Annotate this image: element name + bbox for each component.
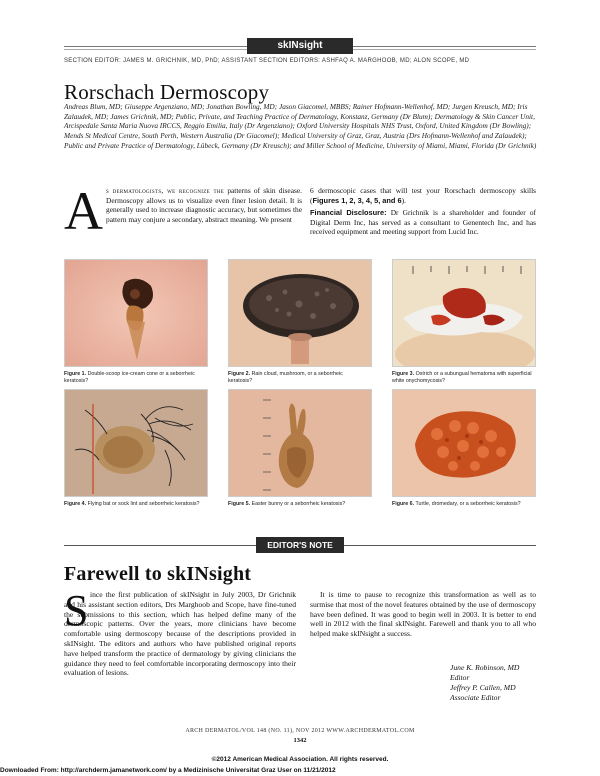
journal-citation: ARCH DERMATOL/VOL 148 (NO. 11), NOV 2012 WWW.ARCHDERMATOL.COM (185, 728, 415, 734)
figure-3-label: Figure 3. (392, 371, 415, 377)
signer-1-role: Editor (450, 673, 470, 682)
figure-3-text: Ostrich or a subungual hematoma with superficial white onychomycosis? (392, 371, 532, 384)
figure-6-caption (392, 501, 532, 508)
signer-2-name: Jeffrey P. Callen, MD (450, 683, 516, 692)
download-notice: Downloaded From: http://archderm.jamanetwork.com/ by a Medizinische Universitat Graz User on 11/21/2012 (0, 767, 336, 774)
disclosure-label: Financial Disclosure: (310, 208, 387, 218)
figure-2-label: Figure 2. (228, 371, 251, 377)
figure-1-caption (64, 371, 204, 385)
figure-4-image (64, 389, 208, 497)
figure-6-text: Turtle, dromedary, or a seborrheic keratosis? (415, 501, 521, 507)
signer-2-role: Associate Editor (450, 693, 501, 702)
farewell-title: Farewell to skINsight (64, 563, 252, 585)
figure-3-image (392, 259, 536, 367)
drop-cap: A (64, 181, 103, 241)
note-col2-text: It is time to pause to recognize this transformation as well as to surmise that most of the novel features obtained by the use of dermoscopy have been defined. It was good to begin well in 2003. It is better to end well in 2012 with the final skINsight. Farewell and thank you to all who helped make skINsight a success. (310, 590, 536, 639)
figure-5-caption (228, 501, 368, 508)
intro-col2-text-a: 6 dermoscopic cases that will test your Rorschach dermoscopy skills ( (310, 186, 536, 205)
figure-4-caption (64, 501, 204, 508)
figure-5-label: Figure 5. (228, 501, 251, 507)
figure-2-caption (228, 371, 368, 385)
figure-4-text: Flying bat or sock lint and seborrheic keratosis? (87, 501, 200, 507)
author-list: Andreas Blum, MD; Giuseppe Argenziano, MD; Jonathan Bowling, MD; Jason Giacomel, MBBS; Rainer Hofmann-Wellenhof, MD; Jurgen Kreusch, MD; Iris Zalaudek, MD; James Grichnik, MD; Public, Private, and Teaching Practice of Dermatology, Konstanz, Germany (Dr Blum); Dermatology & Skin Cancer Unit, Arcispedale Santa Maria Nuova IRCCS, Reggio Emilia, Italy (Dr Argenziano); Oxford University Hospitals NHS Trust, Oxford, United Kingdom (Dr Bowling); Mends St Medical Centre, South Perth, Western Australia (Dr Giacomel); Medical University of Graz, Graz, Austria (Drs Hofmann-Wellenhof and Zalaudek); Public and Private Practice of Dermatology, Lübeck, Germany (Dr Kreusch); and Miller School of Medicine, University of Miami, Miami, Florida (Dr Grichnik) (64, 102, 537, 150)
disclosure-text: Dr Grichnik is a shareholder and founder of Digital Derm Inc, has served as a consultant to Genentech Inc, and has received equipment and meeting support from Lucid Inc. (310, 208, 536, 237)
intro-lead: s dermatologists, we recognize the (106, 186, 225, 195)
figure-1-label: Figure 1. (64, 371, 87, 377)
figure-1-image (64, 259, 208, 367)
figure-1-text: Double-scoop ice-cream cone or a seborrheic keratosis? (64, 371, 195, 384)
figure-2-text: Rain cloud, mushroom, or a seborrheic keratosis? (228, 371, 343, 384)
intro-column-1 (64, 186, 302, 224)
note-column-2 (310, 590, 536, 639)
note-drop-cap: S (64, 586, 89, 635)
figure-5-image (228, 389, 372, 497)
section-tag: skINsight (247, 38, 353, 54)
signer-1-name: June K. Robinson, MD (450, 663, 520, 672)
figure-6-image (392, 389, 536, 497)
figure-3-caption (392, 371, 532, 385)
note-column-1 (64, 586, 296, 678)
page-number: 1342 (293, 737, 307, 744)
note-col1-text: ince the first publication of skINsight in July 2003, Dr Grichnik and his assistant section editors, Drs Marghoob and Scope, have fine-tuned the submissions to this section, which has helped define many of the dermoscopic patterns. Over the years, more clinicians have become comfortable using dermoscopy because of the descriptions provided in skINsight. The editors and authors who have published original reports have helped transform the practice of dermatology by giving clinicians the guidance they need to feel comfortable incorporating dermoscopy into their evaluation of lesions. (64, 590, 296, 678)
figure-6-label: Figure 6. (392, 501, 415, 507)
figure-refs: Figures 1, 2, 3, 4, 5, and 6 (312, 195, 402, 205)
figure-5-text: Easter bunny or a seborrheic keratosis? (251, 501, 346, 507)
intro-col2-text-b: ). (401, 195, 406, 205)
figure-4-label: Figure 4. (64, 501, 87, 507)
copyright: ©2012 American Medical Association. All rights reserved. (211, 756, 389, 763)
section-editors: SECTION EDITOR: JAMES M. GRICHNIK, MD, PhD; ASSISTANT SECTION EDITORS: ASHFAQ A. MARGHOOB, MD; ALON SCOPE, MD (64, 58, 470, 64)
intro-text: patterns of skin disease. Dermoscopy allows us to visualize even finer lesion detail. It is generally used to increase diagnostic accuracy, but sometimes the pattern may conjure a secondary, abstract meaning. We present (106, 186, 302, 224)
article-title: Rorschach Dermoscopy (64, 80, 270, 104)
figure-2-image (228, 259, 372, 367)
editors-note-tag: EDITOR'S NOTE (256, 537, 344, 553)
intro-column-2 (310, 186, 536, 237)
